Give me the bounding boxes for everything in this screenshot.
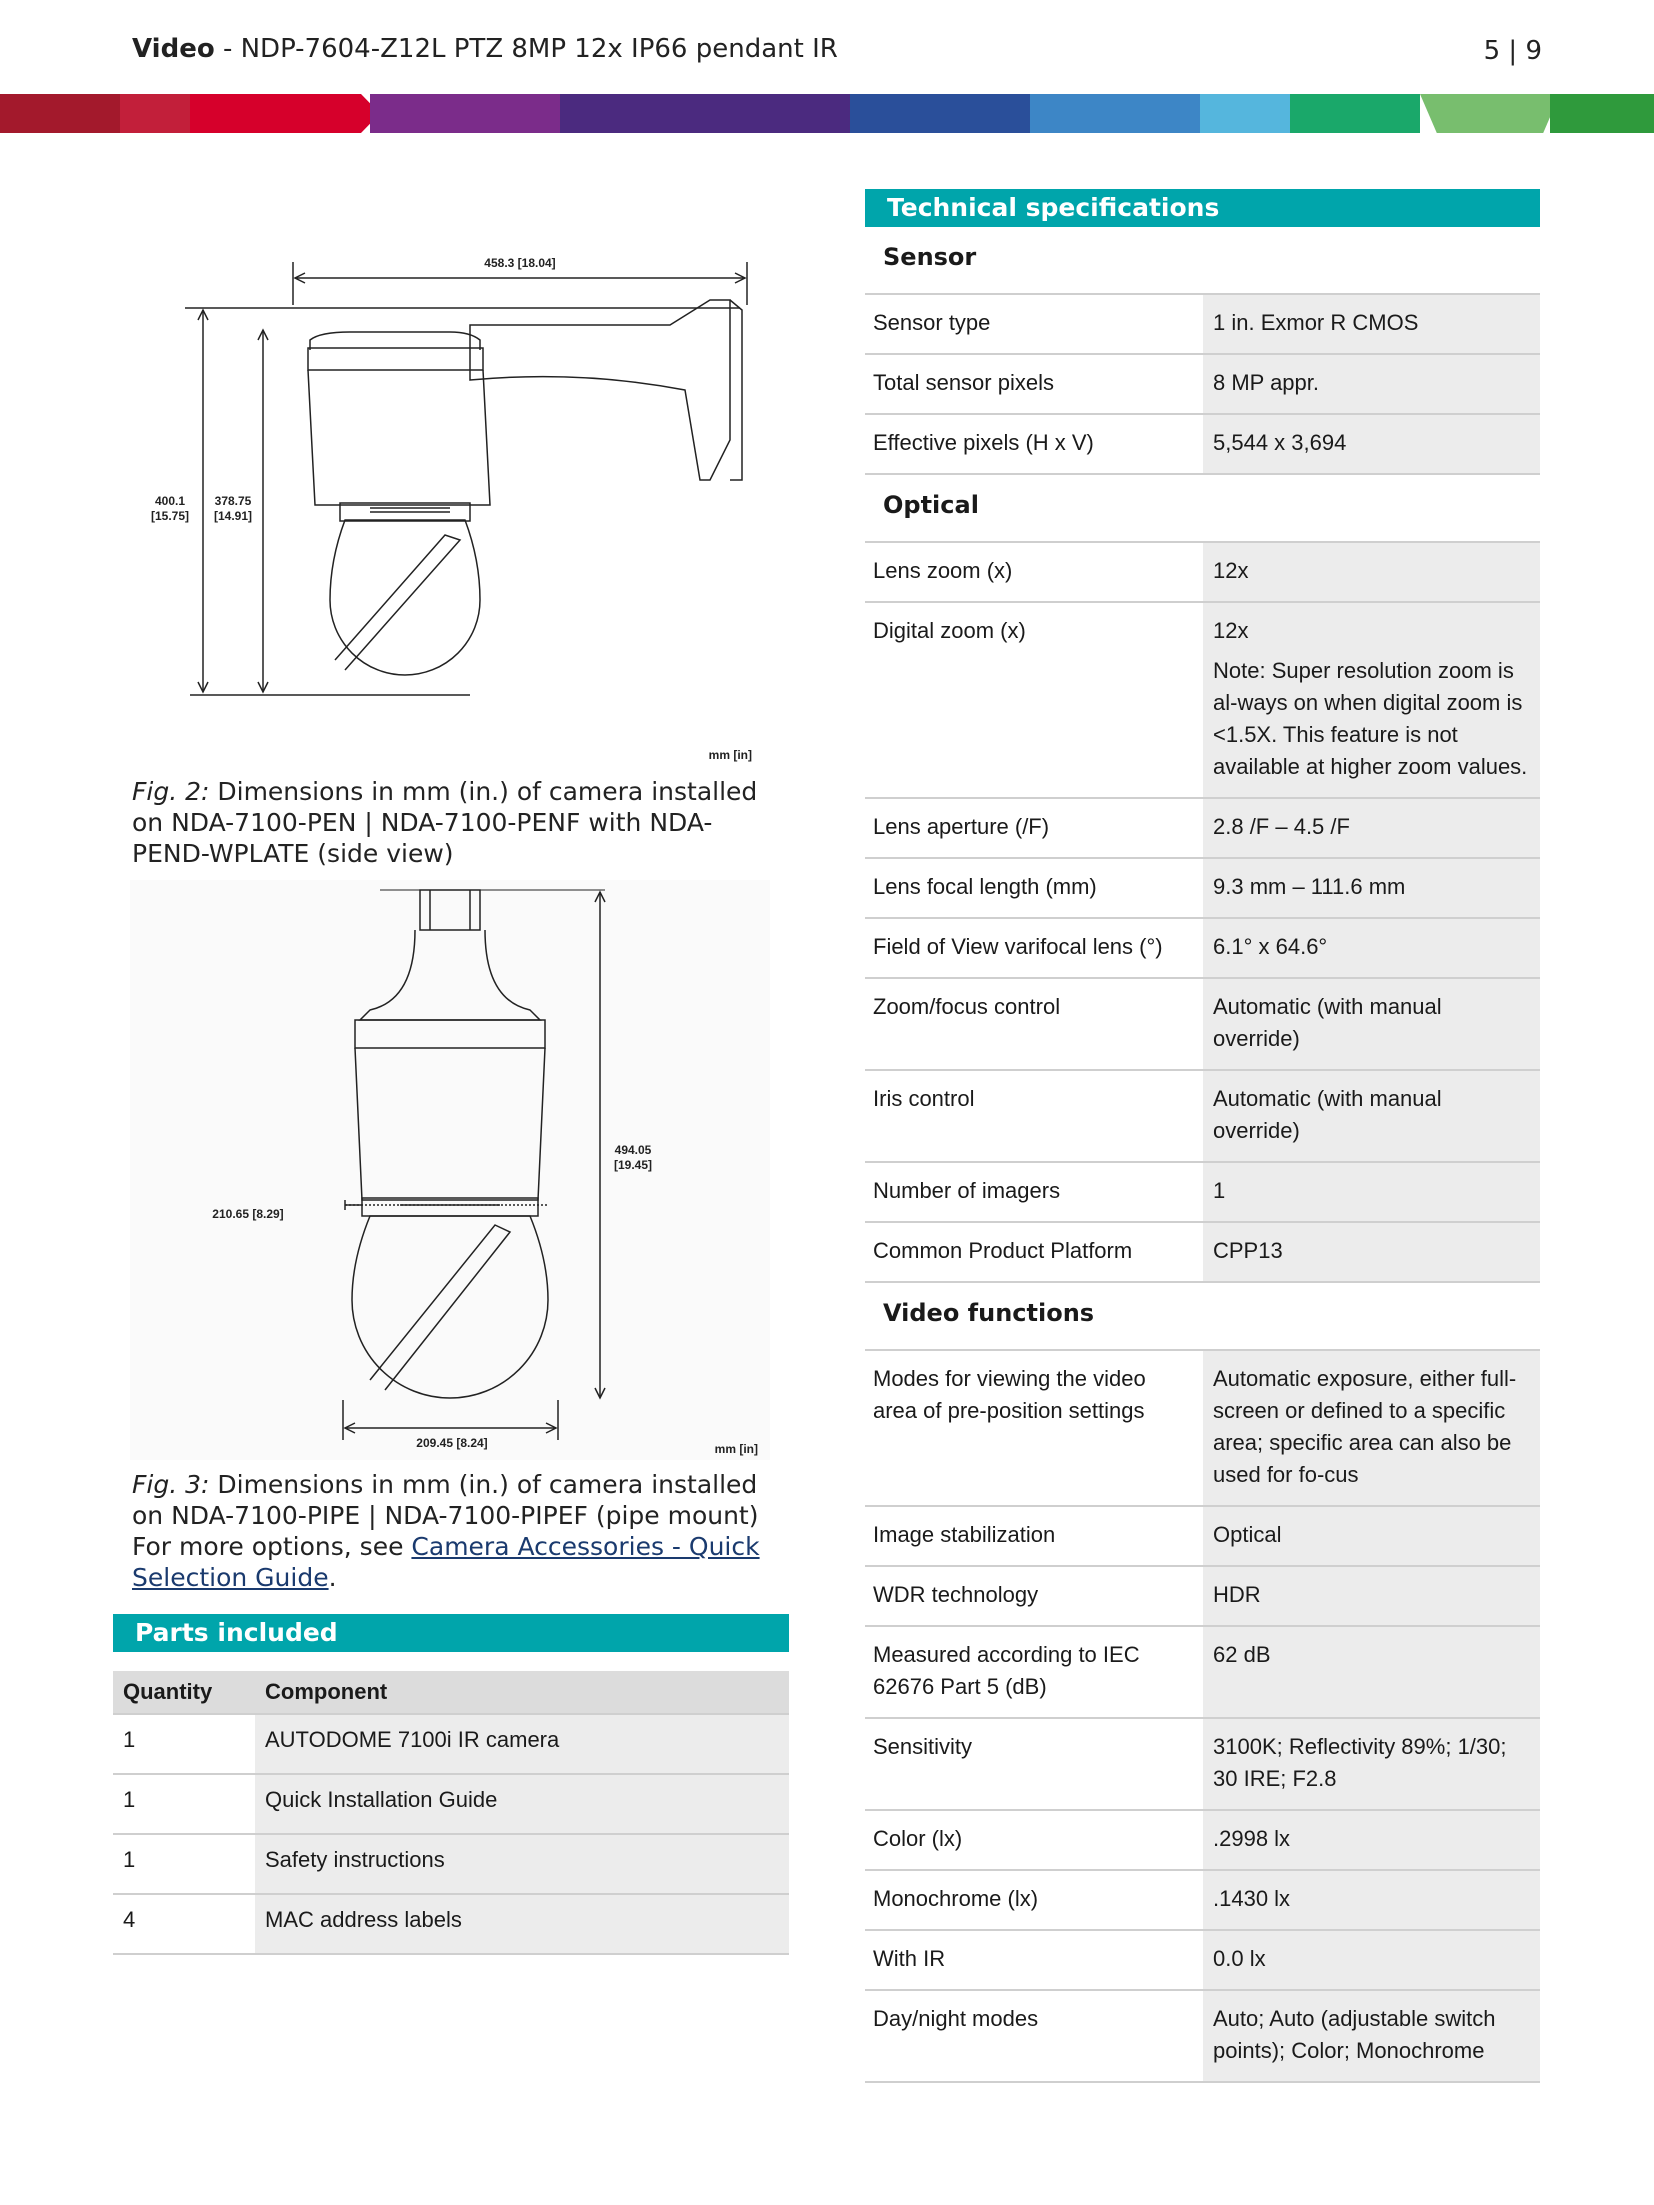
spec-value-text: Optical xyxy=(1213,1522,1282,1547)
spec-value-text: Auto; Auto (adjustable switch points); Color; Monochrome xyxy=(1213,2006,1496,2063)
figure-pipe-mount-drawing xyxy=(130,880,770,1460)
document-header xyxy=(132,34,838,64)
spec-key: WDR technology xyxy=(873,1582,1039,1607)
spec-key: Lens aperture (/F) xyxy=(873,814,1050,839)
spec-row xyxy=(865,1719,1540,1811)
spec-value xyxy=(1203,1811,1540,1869)
spec-value-text: Automatic exposure, either full-screen or defined to a specific area; specific area can also be used for fo-cus xyxy=(1213,1366,1517,1487)
spec-row xyxy=(865,1163,1540,1223)
spec-key: Measured according to IEC 62676 Part 5 (dB) xyxy=(873,1642,1140,1699)
spec-value xyxy=(1203,1351,1540,1505)
fig3-bottom-width-label: 209.45 [8.24] xyxy=(416,1436,488,1450)
spec-key: Effective pixels (H x V) xyxy=(873,430,1094,455)
spec-value-text: 6.1° x 64.6° xyxy=(1213,934,1328,959)
technical-specifications-heading: Technical specifications xyxy=(865,189,1540,227)
spec-value-text: .1430 lx xyxy=(1213,1886,1291,1911)
spec-row xyxy=(865,295,1540,355)
spec-section-title: Optical xyxy=(865,475,1540,543)
spec-value xyxy=(1203,1507,1540,1565)
fig3-caption-label: Fig. 3: xyxy=(132,1470,210,1499)
fig2-inner-height-label: 378.75 xyxy=(214,494,252,508)
spec-section-title: Video functions xyxy=(865,1283,1540,1351)
spec-row xyxy=(865,1507,1540,1567)
spec-value-text: 12x xyxy=(1213,558,1249,583)
column-header-component: Component xyxy=(255,1671,789,1714)
specifications-table xyxy=(865,227,1540,2083)
fig2-units-label: mm [in] xyxy=(708,748,752,762)
spec-row xyxy=(865,603,1540,799)
spec-value-text: 62 dB xyxy=(1213,1642,1271,1667)
spec-key: Image stabilization xyxy=(873,1522,1056,1547)
spec-value-text: 9.3 mm – 111.6 mm xyxy=(1213,874,1406,899)
component-cell: Safety instructions xyxy=(255,1834,789,1894)
quantity-cell: 1 xyxy=(113,1774,255,1834)
spec-key: Modes for viewing the video area of pre-position settings xyxy=(873,1366,1146,1423)
spec-key: Monochrome (lx) xyxy=(873,1886,1039,1911)
spec-value xyxy=(1203,1163,1540,1221)
component-cell: AUTODOME 7100i IR camera xyxy=(255,1714,789,1774)
spec-value-text: CPP13 xyxy=(1213,1238,1283,1263)
spec-value-text: 2.8 /F – 4.5 /F xyxy=(1213,814,1350,839)
spec-key: Iris control xyxy=(873,1086,975,1111)
spec-row xyxy=(865,1871,1540,1931)
parts-table-header xyxy=(113,1671,789,1714)
spec-value xyxy=(1203,1719,1540,1809)
spec-row xyxy=(865,543,1540,603)
more-options-text: For more options, see xyxy=(132,1532,412,1561)
component-cell: Quick Installation Guide xyxy=(255,1774,789,1834)
spec-value xyxy=(1203,415,1540,473)
spec-value xyxy=(1203,979,1540,1069)
figure-2-caption xyxy=(132,776,772,869)
spec-value-text: 1 xyxy=(1213,1178,1226,1203)
spec-key: Digital zoom (x) xyxy=(873,618,1026,643)
spec-value-text: 1 in. Exmor R CMOS xyxy=(1213,310,1419,335)
spec-section-title: Sensor xyxy=(865,227,1540,295)
spec-value-text: 8 MP appr. xyxy=(1213,370,1319,395)
spec-key: Lens zoom (x) xyxy=(873,558,1013,583)
spec-key: Color (lx) xyxy=(873,1826,963,1851)
spec-row xyxy=(865,859,1540,919)
spec-row xyxy=(865,355,1540,415)
page-number: 5 | 9 xyxy=(1483,36,1542,66)
spec-row xyxy=(865,979,1540,1071)
spec-value xyxy=(1203,603,1540,797)
fig3-top-width-label: 210.65 [8.29] xyxy=(212,1207,284,1221)
spec-note: Note: Super resolution zoom is al-ways on when digital zoom is <1.5X. This feature is not available at higher zoom values. xyxy=(1213,658,1528,779)
quantity-cell: 1 xyxy=(113,1714,255,1774)
spec-row xyxy=(865,1627,1540,1719)
header-category: Video xyxy=(132,34,215,64)
spec-row xyxy=(865,1991,1540,2083)
spec-key: With IR xyxy=(873,1946,946,1971)
spec-value xyxy=(1203,295,1540,353)
spec-value xyxy=(1203,919,1540,977)
fig3-caption-text: Dimensions in mm (in.) of camera installed on NDA-7100-PIPE | NDA-7100-PIPEF (pipe mount) xyxy=(132,1470,759,1530)
spec-value xyxy=(1203,1223,1540,1281)
spec-value xyxy=(1203,1567,1540,1625)
spec-row xyxy=(865,1567,1540,1627)
spec-key: Zoom/focus control xyxy=(873,994,1061,1019)
spec-value-text: 3100K; Reflectivity 89%; 1/30; 30 IRE; F2.8 xyxy=(1213,1734,1507,1791)
spec-key: Sensor type xyxy=(873,310,991,335)
fig3-height-label: 494.05 xyxy=(614,1143,652,1157)
spec-value xyxy=(1203,799,1540,857)
parts-included-heading: Parts included xyxy=(113,1614,789,1652)
spec-key: Number of imagers xyxy=(873,1178,1061,1203)
header-title: - NDP-7604-Z12L PTZ 8MP 12x IP66 pendant IR xyxy=(214,34,838,64)
more-options-suffix: . xyxy=(328,1563,337,1592)
spec-value-text: HDR xyxy=(1213,1582,1261,1607)
fig2-caption-label: Fig. 2: xyxy=(132,777,210,806)
spec-row xyxy=(865,1931,1540,1991)
fig2-width-label: 458.3 [18.04] xyxy=(484,256,556,270)
spec-key: Field of View varifocal lens (°) xyxy=(873,934,1163,959)
component-cell: MAC address labels xyxy=(255,1894,789,1954)
spec-value-text: 5,544 x 3,694 xyxy=(1213,430,1347,455)
spec-row xyxy=(865,1811,1540,1871)
fig3-units-label: mm [in] xyxy=(714,1442,758,1456)
fig2-outer-height-inch: [15.75] xyxy=(150,509,190,523)
fig2-caption-text: Dimensions in mm (in.) of camera installed on NDA-7100-PEN | NDA-7100-PENF with NDA-PEND-WPLATE (side view) xyxy=(132,777,758,868)
spec-row xyxy=(865,1351,1540,1507)
quantity-cell: 1 xyxy=(113,1834,255,1894)
spec-key: Common Product Platform xyxy=(873,1238,1133,1263)
spec-value xyxy=(1203,1627,1540,1717)
spec-value xyxy=(1203,1991,1540,2081)
spec-value-text: .2998 lx xyxy=(1213,1826,1291,1851)
fig3-height-inch: [19.45] xyxy=(613,1158,653,1172)
fig2-inner-height-inch: [14.91] xyxy=(213,509,253,523)
spec-value-text: Automatic (with manual override) xyxy=(1213,1086,1442,1143)
spec-key: Sensitivity xyxy=(873,1734,973,1759)
spec-value xyxy=(1203,1071,1540,1161)
figure-3-caption xyxy=(132,1469,772,1593)
spec-row xyxy=(865,1223,1540,1283)
accessories-guide-link[interactable]: Camera Accessories - Quick Selection Guide xyxy=(132,1532,760,1592)
spec-row xyxy=(865,415,1540,475)
spec-value xyxy=(1203,1871,1540,1929)
spec-row xyxy=(865,1071,1540,1163)
spec-row xyxy=(865,799,1540,859)
brand-color-band xyxy=(0,94,1654,133)
table-row xyxy=(113,1834,789,1894)
table-row xyxy=(113,1774,789,1834)
spec-key: Lens focal length (mm) xyxy=(873,874,1097,899)
column-header-quantity: Quantity xyxy=(113,1671,255,1714)
quantity-cell: 4 xyxy=(113,1894,255,1954)
figure-side-view-drawing xyxy=(130,240,770,770)
fig2-outer-height-label: 400.1 xyxy=(154,494,186,508)
spec-key: Day/night modes xyxy=(873,2006,1039,2031)
spec-value xyxy=(1203,543,1540,601)
table-row xyxy=(113,1714,789,1774)
parts-table xyxy=(113,1671,789,1955)
spec-value-text: Automatic (with manual override) xyxy=(1213,994,1442,1051)
spec-value xyxy=(1203,1931,1540,1989)
spec-value-text: 12x xyxy=(1213,618,1249,643)
spec-value-text: 0.0 lx xyxy=(1213,1946,1266,1971)
spec-row xyxy=(865,919,1540,979)
spec-key: Total sensor pixels xyxy=(873,370,1054,395)
spec-value xyxy=(1203,859,1540,917)
table-row xyxy=(113,1894,789,1954)
spec-value xyxy=(1203,355,1540,413)
